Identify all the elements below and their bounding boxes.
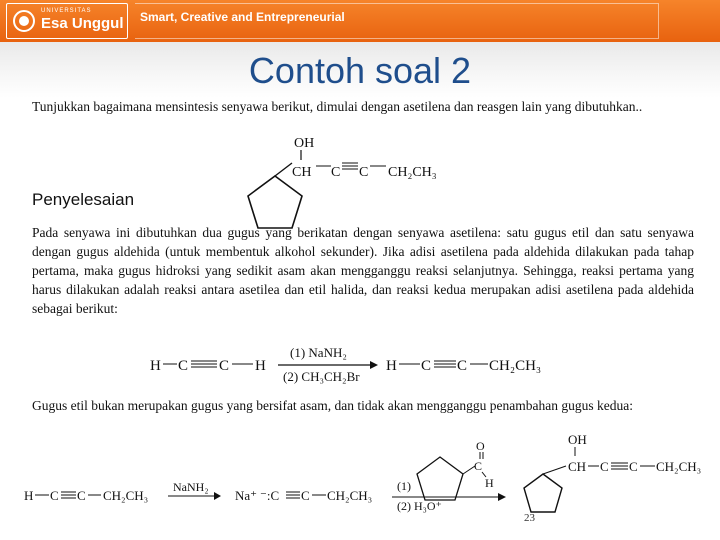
aldehyde-carbon: C: [474, 459, 483, 473]
r1-reagent-2: (2) CH₃CH₂Br: [283, 369, 360, 384]
r2-acetylide-carbon-2: C: [301, 488, 310, 503]
r2-carbon-1: C: [50, 488, 59, 503]
ethyl-label: CH₂CH₃: [388, 165, 437, 180]
r2-step-2: (2) H₃O⁺: [397, 499, 442, 513]
r2-arrowhead-2: [498, 493, 506, 501]
product-carbon-2: C: [629, 459, 638, 474]
r1-arrowhead: [370, 361, 378, 369]
r2-carbon-2: C: [77, 488, 86, 503]
product-ring: [524, 474, 562, 512]
methine-label: CH: [292, 165, 312, 180]
aldehyde-ring: [417, 457, 463, 500]
slide-title: Contoh soal 2: [248, 50, 472, 91]
r1-carbon-1: C: [178, 358, 189, 374]
product-hydroxyl: OH: [568, 432, 587, 447]
r1-carbon-2: C: [219, 358, 230, 374]
r2-sodium-ion: Na⁺: [235, 488, 258, 503]
r2-base-reagent: NaNH₂: [173, 480, 209, 494]
product-methine: CH: [568, 459, 587, 474]
r2-ethyl: CH₂CH₃: [103, 488, 149, 503]
cyclopentane-ring: [248, 176, 302, 228]
r1-hydrogen-right: H: [255, 358, 266, 374]
product-carbon-1: C: [600, 459, 609, 474]
reaction-1: [150, 345, 541, 384]
r2-arrowhead-1: [214, 492, 221, 500]
r2-acetylide-ethyl: CH₂CH₃: [327, 488, 373, 503]
second-paragraph: Gugus etil bukan merupakan gugus yang bersifat asam, dan tidak akan mengganggu penambahan gugus kedua:: [32, 398, 633, 413]
r1-reagent-1: (1) NaNH₂: [290, 345, 347, 360]
alkyne-carbon-1: C: [331, 165, 341, 180]
page-number: 23: [524, 512, 535, 524]
r1-product-carbon-1: C: [421, 358, 432, 374]
aldehyde-oxygen: O: [476, 439, 485, 453]
tagline: Smart, Creative and Entrepreneurial: [140, 10, 345, 24]
alkyne-carbon-2: C: [359, 165, 369, 180]
solution-paragraph: Pada senyawa ini dibutuhkan dua gugus yang berikatan dengan senyawa asetilena: satu gugus etil dan satu senyawa dengan gugus aldehida (untuk membentuk alkohol sekunder). Jika adisi asetilena pada aldehida dilakukan pada tahap pertama, maka gugus hidroksi yang sedikit asam akan mengganggu reaksi selanjutnya. Sehingga, reaksi pertama yang harus dilakukan adalah reaksi antara asetilea dan etil halida, dan reaksi kedua merupakan adisi asetilena pada aldehida sebagai berikut:: [32, 225, 694, 316]
r2-hydrogen: H: [24, 488, 34, 503]
r1-product-hydrogen: H: [386, 358, 397, 374]
r2-acetylide-carbon: ⁻:C: [260, 488, 280, 503]
solution-heading: Penyelesaian: [32, 190, 135, 209]
hydroxyl-label: OH: [294, 136, 315, 151]
logo-caption: UNIVERSITAS: [41, 8, 92, 14]
logo-name: Esa Unggul: [41, 15, 124, 32]
r1-product-carbon-2: C: [457, 358, 468, 374]
r1-hydrogen-left: H: [150, 358, 161, 374]
aldehyde-hydrogen: H: [485, 476, 494, 490]
question-text: Tunjukkan bagaimana mensintesis senyawa berikut, dimulai dengan asetilena dan reasgen lain yang dibutuhkan..: [32, 99, 643, 114]
product-ethyl: CH₂CH₃: [656, 459, 702, 474]
r1-product-ethyl: CH₂CH₃: [489, 358, 542, 374]
reaction-2: [24, 432, 701, 513]
target-molecule: [248, 136, 437, 228]
r2-step-1: (1): [397, 479, 411, 493]
